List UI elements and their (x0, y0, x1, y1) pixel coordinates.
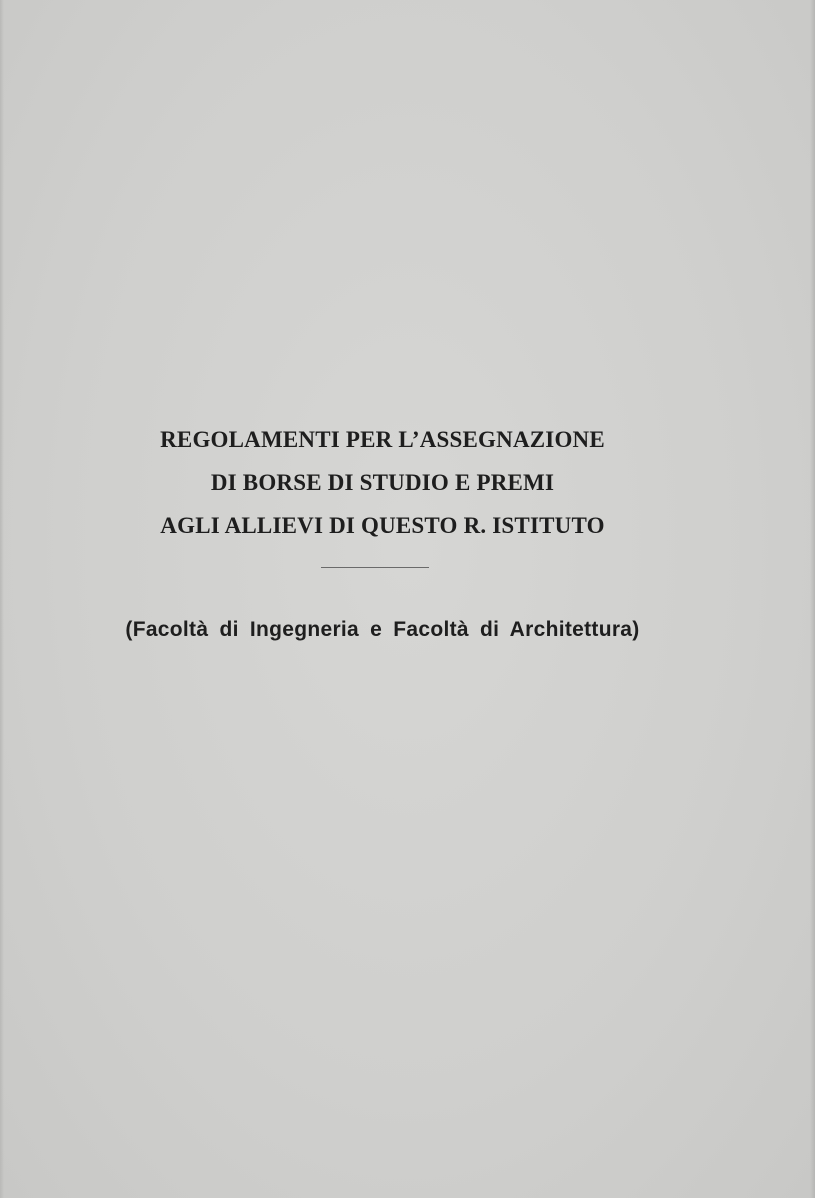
page-edge-left (0, 0, 4, 1198)
title-line-3: AGLI ALLIEVI DI QUESTO R. ISTITUTO (160, 513, 605, 538)
title-divider (321, 567, 429, 568)
document-title (0, 418, 765, 547)
title-line-1: REGOLAMENTI PER L’ASSEGNAZIONE (160, 427, 605, 452)
document-subtitle: (Facoltà di Ingegneria e Facoltà di Architettura) (125, 618, 640, 641)
page-edge-right (810, 0, 815, 1198)
title-line-2: DI BORSE DI STUDIO E PREMI (210, 470, 555, 495)
